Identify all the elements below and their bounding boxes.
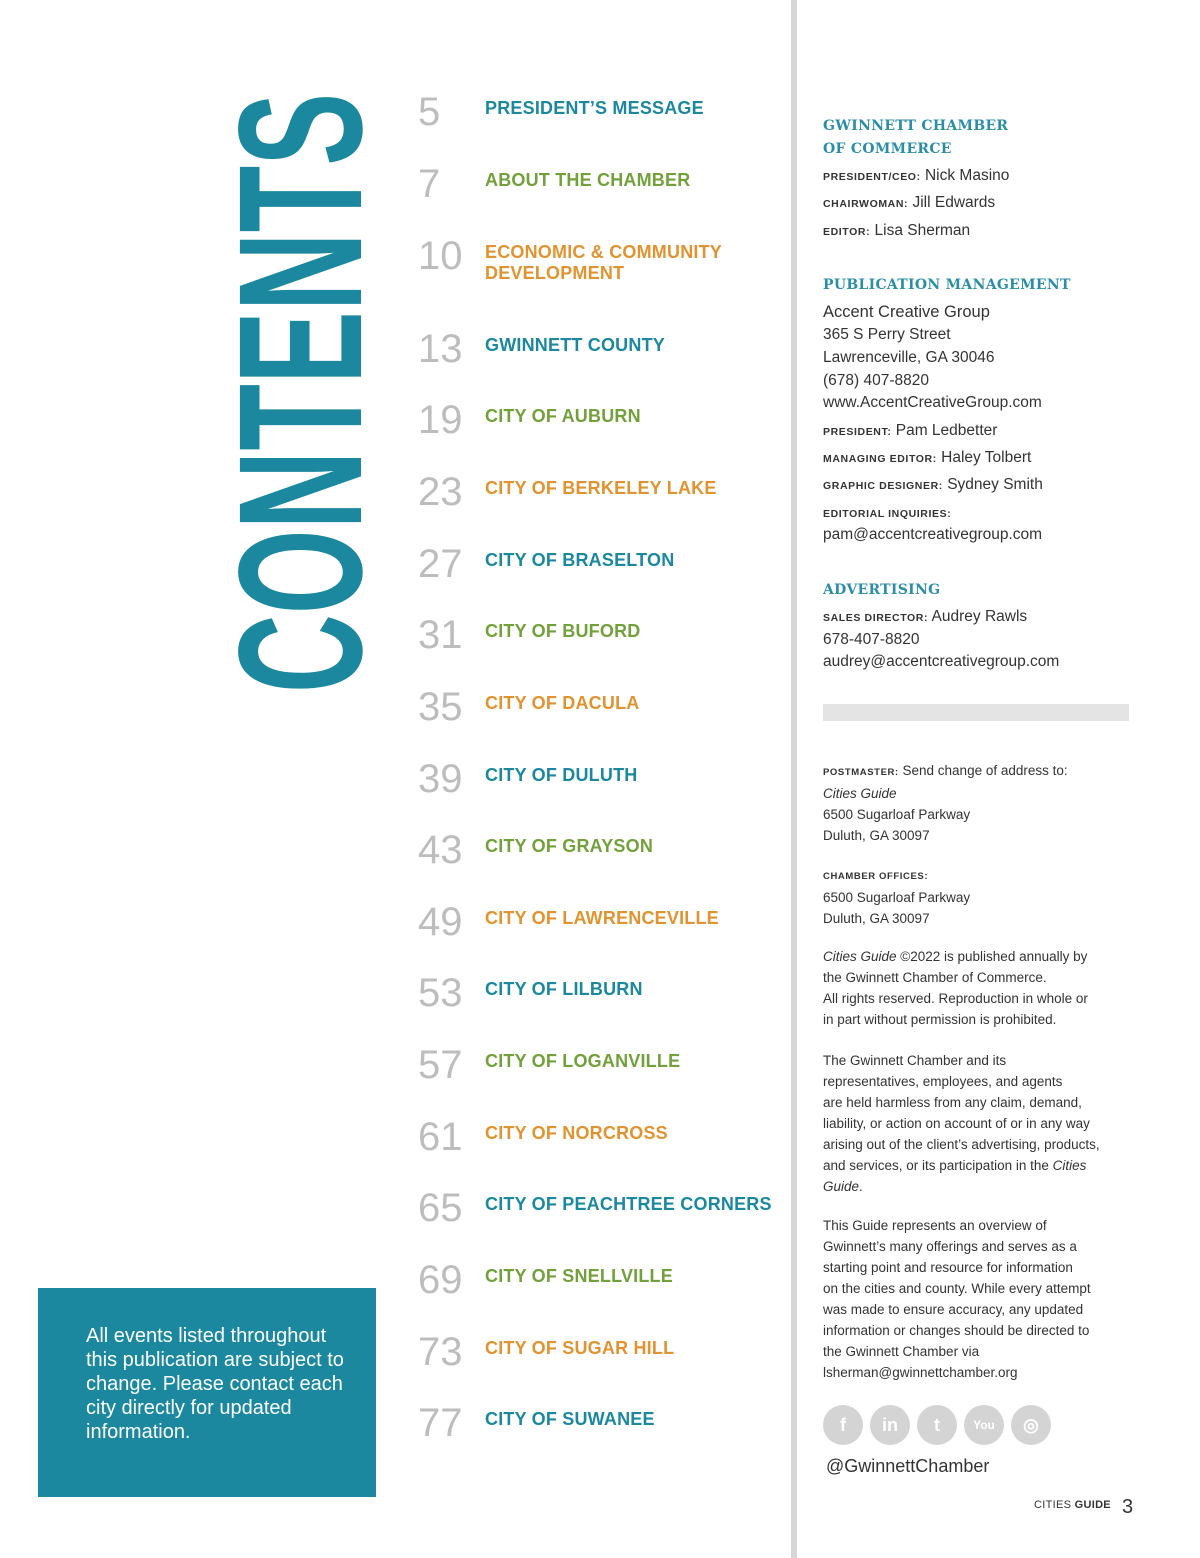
disclaimer-line: [823, 1155, 1123, 1176]
toc-entry: [418, 969, 778, 1029]
toc-label: CITY OF DACULA: [485, 693, 640, 713]
offices-label: CHAMBER OFFICES:: [823, 871, 929, 882]
copyright-title: Cities Guide: [823, 949, 897, 964]
chair-label: CHAIRWOMAN:: [823, 198, 909, 210]
toc-entry: [418, 898, 778, 958]
sales-director-label: SALES DIRECTOR:: [823, 612, 929, 624]
disclaimer-line: The Gwinnett Chamber and its: [823, 1053, 1007, 1068]
editorial-inquiries-email: pam@accentcreativegroup.com: [823, 526, 1043, 543]
postmaster-block: [823, 760, 1123, 846]
toc-entry: [418, 611, 778, 671]
linkedin-icon[interactable]: in: [870, 1405, 910, 1445]
postmaster-street: 6500 Sugarloaf Parkway: [823, 807, 971, 822]
toc-page-number: 57: [418, 1043, 463, 1087]
overview-line: Gwinnett’s many offerings and serves as a: [823, 1239, 1077, 1254]
sales-director: [823, 607, 1027, 628]
toc-entry: [418, 396, 778, 456]
toc-page-number: 39: [418, 757, 463, 801]
disclaimer-text: .: [859, 1179, 863, 1194]
toc-label: CITY OF LAWRENCEVILLE: [485, 908, 719, 928]
toc-entry: [418, 683, 778, 743]
editorial-inquiries-label: [823, 503, 951, 524]
publication-street: 365 S Perry Street: [823, 326, 951, 343]
toc-page-number: 77: [418, 1401, 463, 1445]
copyright-line-2: the Gwinnett Chamber of Commerce.: [823, 970, 1047, 985]
publication-graphic-designer: [823, 475, 1043, 496]
disclaimer-line: liability, or action on account of or in any way: [823, 1116, 1090, 1131]
overview-email: lsherman@gwinnettchamber.org: [823, 1365, 1018, 1380]
instagram-icon[interactable]: ◎: [1011, 1405, 1051, 1445]
editorial-inquiries-label-text: EDITORIAL INQUIRIES:: [823, 508, 952, 520]
toc-entry: [418, 1256, 778, 1316]
toc-label: CITY OF PEACHTREE CORNERS: [485, 1194, 772, 1214]
footer-cities: CITIES: [1034, 1499, 1075, 1511]
copyright-line-4: in part without permission is prohibited.: [823, 1012, 1057, 1027]
overview-line: the Gwinnett Chamber via: [823, 1344, 980, 1359]
toc-label: ABOUT THE CHAMBER: [485, 170, 691, 190]
toc-entry: [418, 232, 778, 292]
publication-city: Lawrenceville, GA 30046: [823, 349, 995, 366]
chamber-heading-line-1: GWINNETT CHAMBER: [823, 118, 1009, 134]
page-number: 3: [1122, 1496, 1134, 1518]
disclaimer-line: [823, 1176, 1123, 1197]
disclaimer-italic: Cities: [1052, 1158, 1087, 1173]
toc-page-number: 23: [418, 470, 463, 514]
overview-line: on the cities and county. While every attempt: [823, 1281, 1091, 1296]
toc-entry: [418, 1184, 778, 1244]
disclaimer-line: representatives, employees, and agents: [823, 1074, 1063, 1089]
postmaster-line: [823, 760, 1123, 783]
publication-managing-editor: [823, 448, 1031, 469]
toc-label: GWINNETT COUNTY: [485, 335, 665, 355]
toc-label: CITY OF BUFORD: [485, 621, 641, 641]
publication-company: Accent Creative Group: [823, 303, 990, 321]
pub-president-label: PRESIDENT:: [823, 426, 892, 438]
chamber-heading-line-2: OF COMMERCE: [823, 141, 952, 157]
disclaimer-line: arising out of the client’s advertising, products,: [823, 1137, 1100, 1152]
toc-entry: [418, 468, 778, 528]
offices-block: [823, 864, 1123, 929]
toc-page-number: 43: [418, 828, 463, 872]
toc-entry: [418, 88, 778, 148]
separator-bar: [823, 704, 1129, 721]
graphic-designer-name: Sydney Smith: [947, 476, 1043, 493]
overview-line: was made to ensure accuracy, any updated: [823, 1302, 1084, 1317]
publication-website: www.AccentCreativeGroup.com: [823, 394, 1042, 411]
postmaster-text: Send change of address to:: [902, 763, 1068, 778]
disclaimer-block: [823, 1050, 1123, 1197]
copyright-line-1: ©2022 is published annually by: [896, 949, 1088, 964]
advertising-email: audrey@accentcreativegroup.com: [823, 653, 1060, 670]
toc-page-number: 53: [418, 971, 463, 1015]
toc-label: CITY OF LILBURN: [485, 979, 643, 999]
toc-page-number: 7: [418, 162, 441, 206]
contents-title-text: CONTENTS: [203, 92, 399, 693]
toc-entry: [418, 540, 778, 600]
postmaster-label: POSTMASTER:: [823, 767, 899, 778]
toc-entry: [418, 325, 778, 385]
youtube-icon[interactable]: You: [964, 1405, 1004, 1445]
toc-entry: [418, 826, 778, 886]
postmaster-name: Cities Guide: [823, 786, 897, 801]
toc-entry: [418, 1113, 778, 1173]
footer-guide: GUIDE: [1074, 1499, 1111, 1511]
disclaimer-italic: Guide: [823, 1179, 860, 1194]
facebook-icon[interactable]: f: [823, 1405, 863, 1445]
toc-label: CITY OF DULUTH: [485, 765, 638, 785]
toc-label: CITY OF SUWANEE: [485, 1409, 655, 1429]
notice-text: All events listed throughout this publication are subject to change. Please contact each city directly for updated information.: [86, 1325, 344, 1443]
president-label: PRESIDENT/CEO:: [823, 171, 921, 183]
toc-page-number: 19: [418, 398, 463, 442]
chamber-chair: [823, 193, 995, 214]
overview-line: information or changes should be directed to: [823, 1323, 1090, 1338]
publication-phone: (678) 407-8820: [823, 372, 929, 389]
disclaimer-text: and services, or its participation in the: [823, 1158, 1053, 1173]
chamber-editor: [823, 221, 970, 242]
graphic-designer-label: GRAPHIC DESIGNER:: [823, 480, 943, 492]
toc-page-number: 10: [418, 234, 463, 278]
overview-line: This Guide represents an overview of: [823, 1218, 1047, 1233]
toc-page-number: 31: [418, 613, 463, 657]
toc-label: CITY OF BERKELEY LAKE: [485, 478, 717, 498]
toc-label: CITY OF SUGAR HILL: [485, 1338, 675, 1358]
managing-editor-name: Haley Tolbert: [941, 449, 1032, 466]
social-handle: @GwinnettChamber: [826, 1456, 990, 1476]
toc-label: CITY OF GRAYSON: [485, 836, 654, 856]
footer-label: [1034, 1499, 1111, 1511]
toc-entry: [418, 1328, 778, 1388]
publication-president: [823, 421, 997, 442]
toc-label: CITY OF BRASELTON: [485, 550, 675, 570]
toc-page-number: 13: [418, 327, 463, 371]
chamber-president: [823, 166, 1009, 187]
disclaimer-line: are held harmless from any claim, demand,: [823, 1095, 1082, 1110]
advertising-phone: 678-407-8820: [823, 631, 920, 648]
toc-entry: [418, 160, 778, 220]
editor-name: Lisa Sherman: [874, 222, 971, 239]
toc-page-number: 5: [418, 90, 441, 134]
toc-page-number: 61: [418, 1115, 463, 1159]
toc-page-number: 27: [418, 542, 463, 586]
overview-line: starting point and resource for information: [823, 1260, 1073, 1275]
toc-entry: [418, 1041, 778, 1101]
toc-label: CITY OF SNELLVILLE: [485, 1266, 673, 1286]
column-divider: [791, 0, 797, 1558]
overview-block: [823, 1215, 1123, 1383]
toc-page-number: 65: [418, 1186, 463, 1230]
editor-label: EDITOR:: [823, 226, 871, 238]
copyright-line-3: All rights reserved. Reproduction in whole or: [823, 991, 1088, 1006]
toc-entry: [418, 1399, 778, 1459]
advertising-heading: ADVERTISING: [823, 582, 941, 598]
social-icons: [823, 1405, 1051, 1445]
contents-title: [203, 90, 399, 695]
toc-label: ECONOMIC & COMMUNITY DEVELOPMENT: [485, 242, 722, 283]
sales-director-name: Audrey Rawls: [931, 608, 1028, 625]
managing-editor-label: MANAGING EDITOR:: [823, 453, 937, 465]
chamber-heading: [823, 115, 1008, 161]
pub-president-name: Pam Ledbetter: [895, 422, 998, 439]
toc-label: PRESIDENT’S MESSAGE: [485, 98, 704, 118]
chair-name: Jill Edwards: [912, 194, 996, 211]
toc-label: CITY OF AUBURN: [485, 406, 641, 426]
toc-label: CITY OF LOGANVILLE: [485, 1051, 681, 1071]
toc-page-number: 73: [418, 1330, 463, 1374]
toc-label: CITY OF NORCROSS: [485, 1123, 668, 1143]
postmaster-city: Duluth, GA 30097: [823, 828, 930, 843]
notice-box: [38, 1288, 376, 1497]
toc-page-number: 49: [418, 900, 463, 944]
president-name: Nick Masino: [924, 167, 1010, 184]
offices-city: Duluth, GA 30097: [823, 911, 930, 926]
twitter-icon[interactable]: t: [917, 1405, 957, 1445]
toc-entry: [418, 755, 778, 815]
copyright-block: [823, 946, 1123, 1030]
toc-page-number: 35: [418, 685, 463, 729]
publication-heading: PUBLICATION MANAGEMENT: [823, 277, 1071, 293]
toc-page-number: 69: [418, 1258, 463, 1302]
offices-street: 6500 Sugarloaf Parkway: [823, 890, 971, 905]
